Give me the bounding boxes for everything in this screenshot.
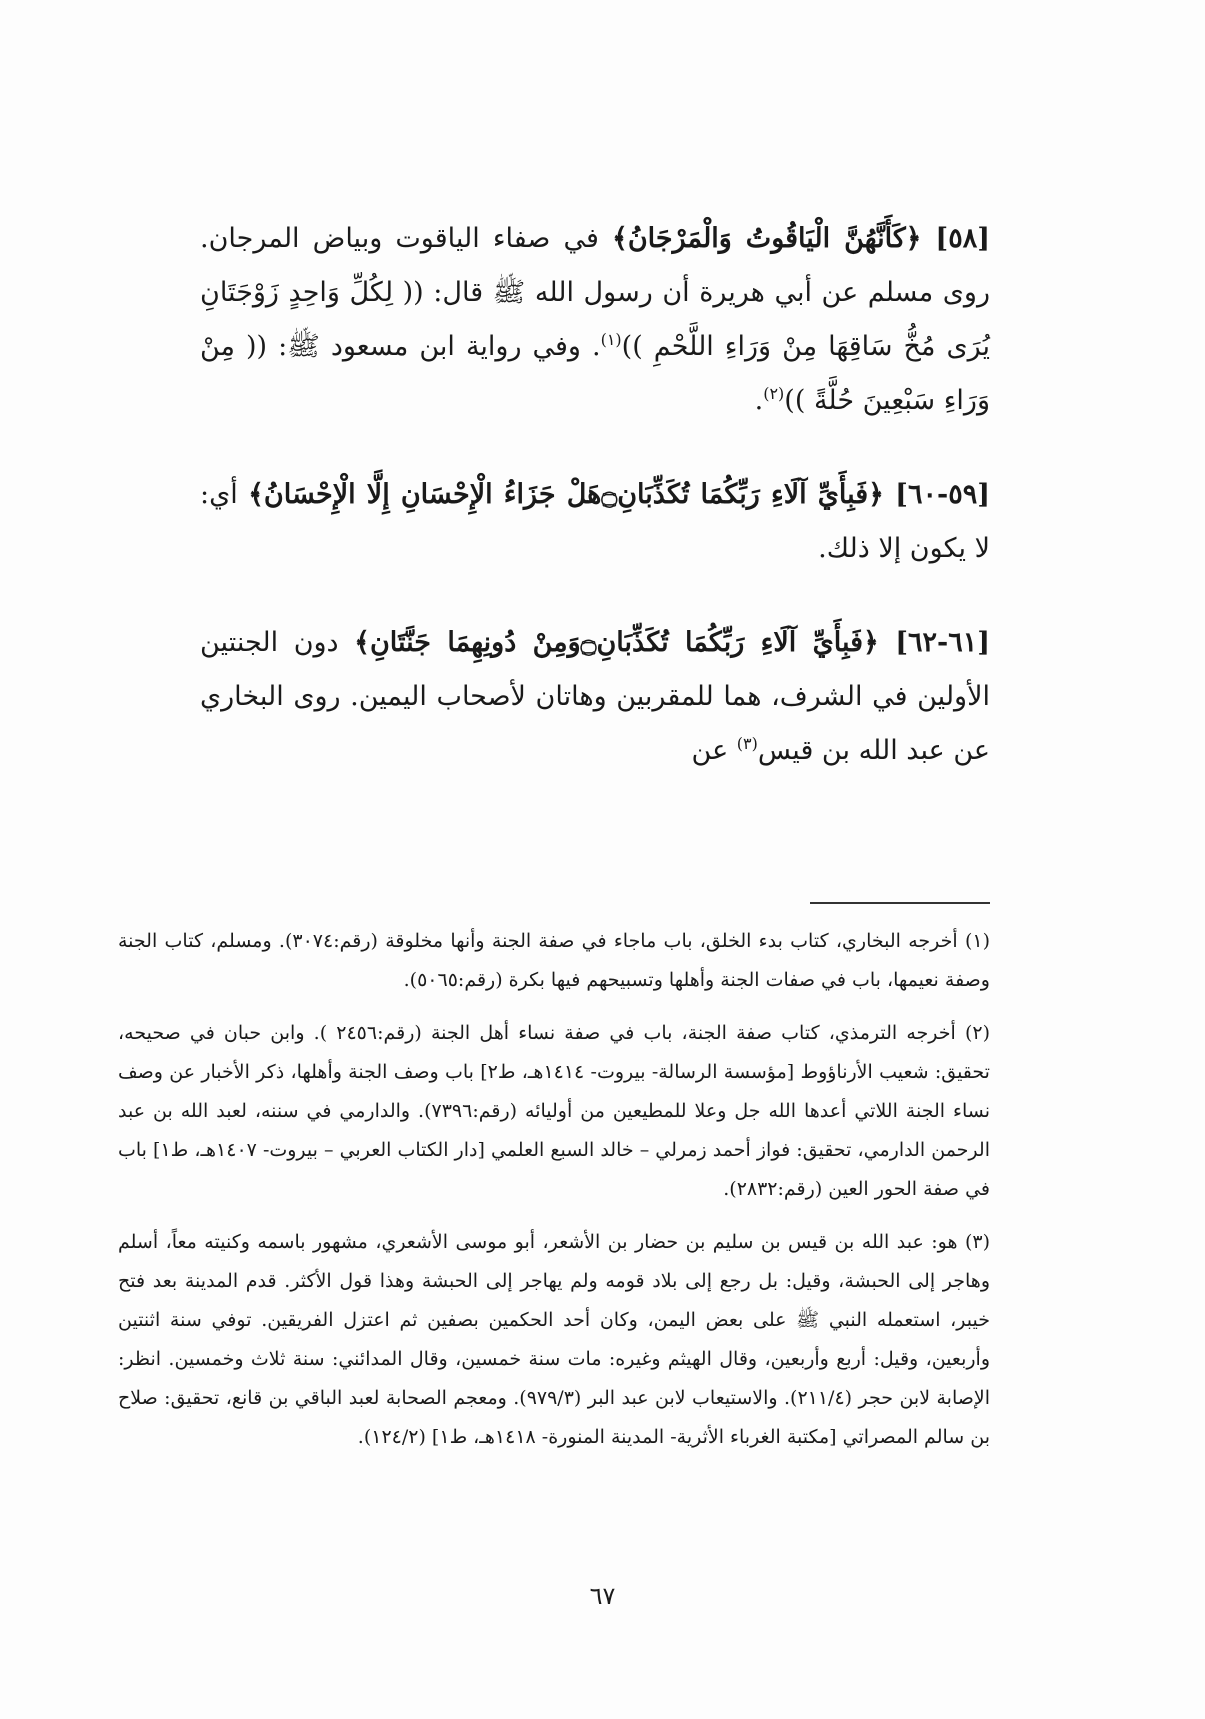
footnote-3: (٣) هو: عبد الله بن قيس بن سليم بن حضار بن الأشعر، أبو موسى الأشعري، مشهور باسمه وكنيته معاً، أسلم وهاجر إلى الحبشة، وقيل: بل رجع إلى بلاد قومه ولم يهاجر إلى الحبشة وهذا قول الأكثر. قدم المدينة بعد فتح خيبر، استعمله النبي ﷺ على بعض اليمن، وكان أحد الحكمين بصفين ثم اعتزل الفريقين. توفي سنة اثنتين وأربعين، وقيل: أربع وأربعين، وقال الهيثم وغيره: مات سنة خمسين، وقال المدائني: سنة ثلاث وخمسين. انظر: الإصابة لابن حجر (٢١١/٤). والاستيعاب لابن عبد البر (٩٧٩/٣). ومعجم الصحابة لعبد الباقي بن قانع، تحقيق: صلاح بن سالم المصراتي [مكتبة الغرباء الأثرية- المدينة المنورة- ١٤١٨هـ، ط١] (١٢٤/٢). (118, 1231, 990, 1448)
commentary-text: . وفي رواية ابن مسعود ﷺ: (( مِنْ وَرَاءِ سَبْعِينَ حُلَّةً )) (200, 331, 990, 416)
commentary-text: أي: لا يكون إلا ذلك. (200, 479, 990, 564)
commentary-text: . (754, 385, 764, 416)
footnote-ref[interactable]: (٢) (763, 384, 785, 403)
paragraph-verse-58 (200, 212, 990, 428)
commentary-text: في صفاء الياقوت وبياض المرجان. روى مسلم عن أبي هريرة أن رسول الله ﷺ قال: (( لِكُلِّ وَاحِدٍ زَوْجَتَانِ يُرَى مُخُّ سَاقِهَا مِنْ وَرَاءِ اللَّحْمِ )) (200, 223, 990, 362)
paragraph-verse-59-60 (200, 468, 990, 576)
footnote-ref[interactable]: (١) (600, 330, 622, 349)
footnote-2: (٢) أخرجه الترمذي، كتاب صفة الجنة، باب في صفة نساء أهل الجنة (رقم:٢٤٥٦ ). وابن حبان في صحيحه، تحقيق: شعيب الأرناؤوط [مؤسسة الرسالة- بيروت- ١٤١٤هـ، ط٢] باب وصف الجنة وأهلها، ذكر الأخبار عن وصف نساء الجنة اللاتي أعدها الله جل وعلا للمطيعين من أوليائه (رقم:٧٣٩٦). والدارمي في سننه، لعبد الله بن عبد الرحمن الدارمي، تحقيق: فواز أحمد زمرلي – خالد السبع العلمي [دار الكتاب العربي – بيروت- ١٤٠٧هـ، ط١] باب في صفة الحور العين (رقم:٢٨٣٢). (118, 1022, 991, 1200)
footnote-1: (١) أخرجه البخاري، كتاب بدء الخلق، باب ماجاء في صفة الجنة وأنها مخلوقة (رقم:٣٠٧٤). ومسلم، كتاب الجنة وصفة نعيمها، باب في صفات الجنة وأهلها وتسبيحهم فيها بكرة (رقم:٥٠٦٥). (118, 930, 990, 991)
page-number: ٦٧ (589, 1582, 616, 1610)
footnote-ref[interactable]: (٣) (736, 734, 758, 753)
commentary-text: دون الجنتين الأولين في الشرف، هما للمقربين وهاتان لأصحاب اليمين. روى البخاري عن عبد الله بن قيس (200, 627, 990, 766)
footnote-separator (810, 902, 990, 904)
commentary-text: عن (691, 735, 737, 766)
footnotes (118, 922, 990, 1471)
paragraph-verse-61-62 (200, 616, 990, 778)
verse-quote: [٦١-٦٢] ﴿فَبِأَيِّ آلَاءِ رَبِّكُمَا تُكَذِّبَانِ۝وَمِنْ دُونِهِمَا جَنَّتَانِ﴾ (354, 627, 991, 658)
main-text (200, 212, 990, 818)
verse-quote: [٥٨] ﴿كَأَنَّهُنَّ الْيَاقُوتُ وَالْمَرْجَانُ﴾ (612, 223, 990, 254)
verse-quote: [٥٩-٦٠] ﴿فَبِأَيِّ آلَاءِ رَبِّكُمَا تُكَذِّبَانِ۝هَلْ جَزَاءُ الْإِحْسَانِ إِلَّا الْإِحْسَانُ﴾ (248, 479, 990, 510)
